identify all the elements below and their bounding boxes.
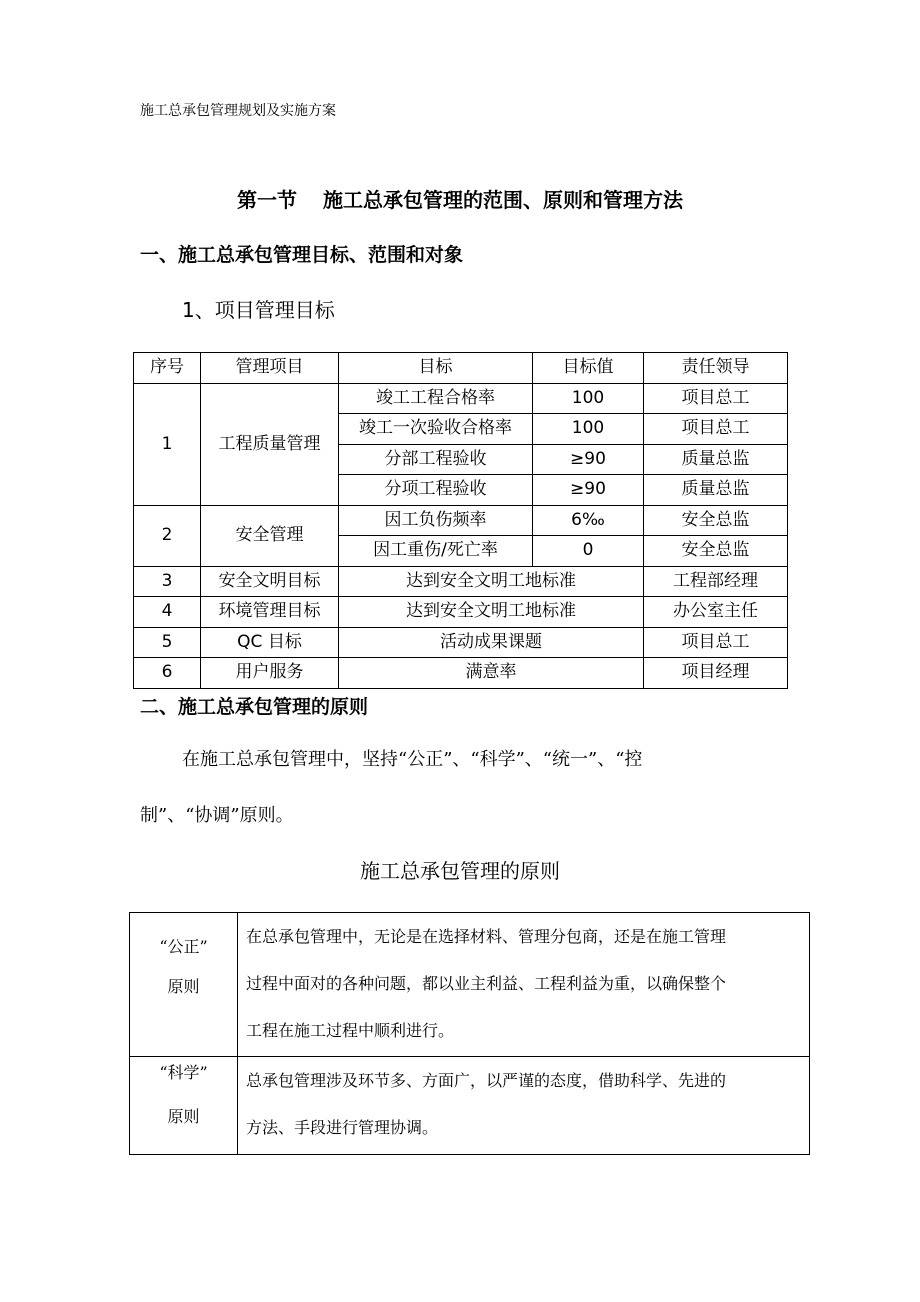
principles-paragraph-line2: 制”、“协调”原则。	[140, 805, 294, 826]
leader-cell: 质量总监	[644, 444, 788, 475]
leader-cell: 办公室主任	[644, 597, 788, 628]
principle-name-cell	[130, 913, 238, 1057]
heading-project-goals: 1、项目管理目标	[182, 298, 335, 322]
row-number: 2	[134, 505, 201, 566]
leader-cell: 项目总工	[644, 383, 788, 414]
table-row	[134, 627, 788, 658]
value-cell: ≥90	[533, 444, 644, 475]
description-line: 总承包管理涉及环节多、方面广，以严谨的态度，借助科学、先进的	[246, 1071, 727, 1090]
principle-name-cell	[130, 1057, 238, 1155]
header-cell: 序号	[134, 353, 201, 384]
management-item: QC 目标	[201, 627, 339, 658]
section-number: 第一节	[237, 188, 297, 212]
target-cell: 满意率	[339, 658, 644, 689]
table-row	[134, 597, 788, 628]
management-item: 工程质量管理	[201, 383, 339, 505]
table-row	[130, 913, 810, 1057]
leader-cell: 安全总监	[644, 536, 788, 567]
table-row	[134, 658, 788, 689]
row-number: 5	[134, 627, 201, 658]
table-row	[134, 383, 788, 414]
row-number: 4	[134, 597, 201, 628]
row-number: 1	[134, 383, 201, 505]
target-cell: 分部工程验收	[339, 444, 533, 475]
target-cell: 达到安全文明工地标准	[339, 597, 644, 628]
target-cell: 活动成果课题	[339, 627, 644, 658]
principles-paragraph-line1: 在施工总承包管理中，坚持“公正”、“科学”、“统一”、“控	[182, 749, 643, 770]
target-cell: 竣工一次验收合格率	[339, 414, 533, 445]
management-item: 环境管理目标	[201, 597, 339, 628]
description-line: 方法、手段进行管理协调。	[246, 1118, 439, 1137]
leader-cell: 项目总工	[644, 627, 788, 658]
target-cell: 因工负伤频率	[339, 505, 533, 536]
table-row	[134, 505, 788, 536]
leader-cell: 项目总工	[644, 414, 788, 445]
target-cell: 因工重伤/死亡率	[339, 536, 533, 567]
leader-cell: 安全总监	[644, 505, 788, 536]
leader-cell: 项目经理	[644, 658, 788, 689]
table-row	[134, 566, 788, 597]
section-title	[0, 184, 920, 213]
principles-table	[129, 912, 810, 1155]
row-number: 3	[134, 566, 201, 597]
description-line: 工程在施工过程中顺利进行。	[246, 1021, 455, 1040]
table-row	[130, 1057, 810, 1155]
header-cell: 目标值	[533, 353, 644, 384]
principles-table-caption: 施工总承包管理的原则	[360, 859, 560, 883]
principle-description	[238, 1057, 810, 1155]
principle-quote: “公正”	[159, 937, 208, 956]
leader-cell: 工程部经理	[644, 566, 788, 597]
heading-principles: 二、施工总承包管理的原则	[140, 696, 369, 718]
value-cell: 0	[533, 536, 644, 567]
row-number: 6	[134, 658, 201, 689]
target-cell: 分项工程验收	[339, 475, 533, 506]
section-title-text: 施工总承包管理的范围、原则和管理方法	[323, 188, 683, 212]
description-line: 过程中面对的各种问题，都以业主利益、工程利益为重，以确保整个	[246, 974, 727, 993]
principle-label: 原则	[167, 977, 200, 996]
target-cell: 竣工工程合格率	[339, 383, 533, 414]
management-item: 用户服务	[201, 658, 339, 689]
header-cell: 目标	[339, 353, 533, 384]
table-header-row	[134, 353, 788, 384]
value-cell: 100	[533, 383, 644, 414]
leader-cell: 质量总监	[644, 475, 788, 506]
value-cell: ≥90	[533, 475, 644, 506]
value-cell: 6‰	[533, 505, 644, 536]
running-header: 施工总承包管理规划及实施方案	[140, 103, 336, 119]
value-cell: 100	[533, 414, 644, 445]
header-cell: 管理项目	[201, 353, 339, 384]
management-item: 安全文明目标	[201, 566, 339, 597]
principle-description	[238, 913, 810, 1057]
principle-label: 原则	[167, 1107, 200, 1126]
goals-table	[133, 352, 788, 689]
management-item: 安全管理	[201, 505, 339, 566]
heading-goals-scope: 一、施工总承包管理目标、范围和对象	[140, 244, 464, 266]
header-cell: 责任领导	[644, 353, 788, 384]
description-line: 在总承包管理中，无论是在选择材料、管理分包商，还是在施工管理	[246, 927, 727, 946]
principle-quote: “科学”	[159, 1063, 208, 1082]
target-cell: 达到安全文明工地标准	[339, 566, 644, 597]
